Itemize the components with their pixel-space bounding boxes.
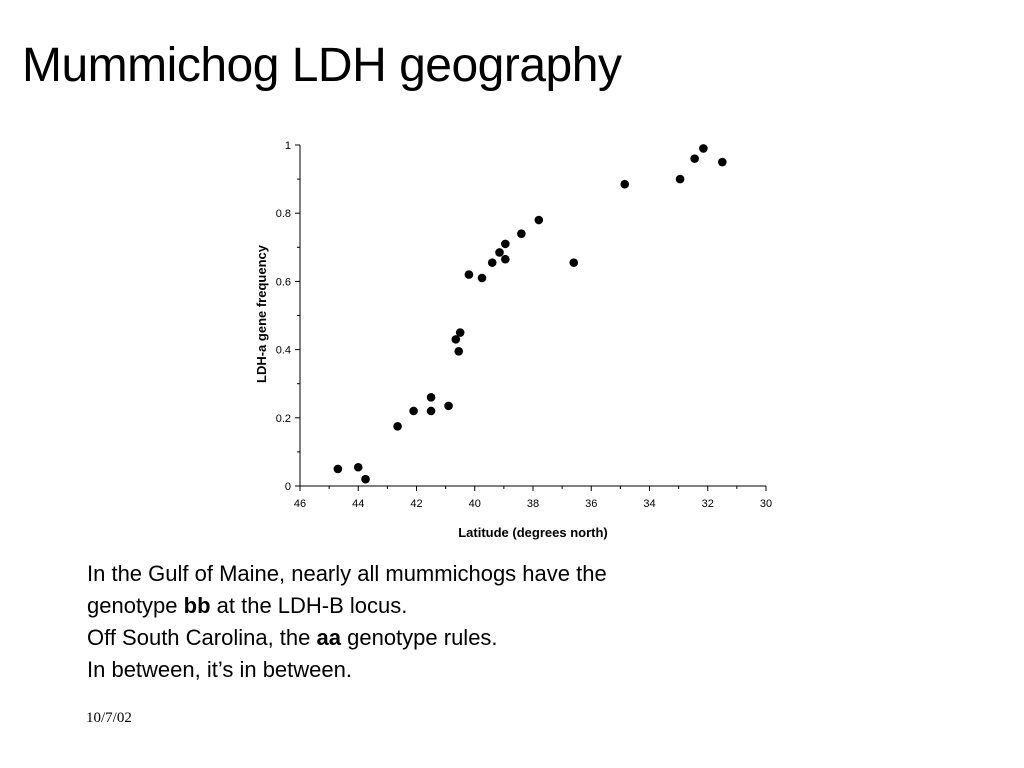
x-tick-label: 44 xyxy=(352,498,365,510)
data-point xyxy=(465,270,474,279)
x-tick-label: 36 xyxy=(585,498,598,510)
data-point xyxy=(535,216,544,225)
caption-line-1: In the Gulf of Maine, nearly all mummichogs have the xyxy=(87,561,607,586)
x-tick-label: 40 xyxy=(468,498,481,510)
data-point xyxy=(409,407,418,416)
data-point xyxy=(488,258,497,267)
data-point xyxy=(620,180,629,189)
caption-line-2-end: at the LDH-B locus. xyxy=(210,593,408,618)
caption-line-2 xyxy=(87,590,807,622)
data-point xyxy=(427,393,436,402)
caption-line-3 xyxy=(87,622,807,654)
y-tick-label: 0.8 xyxy=(275,208,291,221)
y-tick-label: 0.6 xyxy=(275,276,291,289)
data-point xyxy=(501,240,510,249)
data-points xyxy=(334,144,727,483)
genotype-bb: bb xyxy=(183,593,211,618)
y-tick-label: 1 xyxy=(284,140,291,152)
data-point xyxy=(334,465,343,474)
x-tick-label: 34 xyxy=(643,498,656,510)
x-tick-label: 38 xyxy=(526,498,540,510)
x-tick-labels xyxy=(294,498,772,510)
data-point xyxy=(427,407,436,416)
x-tick-label: 30 xyxy=(759,498,773,510)
caption-line-3-start: Off South Carolina, the xyxy=(87,625,317,650)
x-tick-label: 32 xyxy=(701,498,714,510)
caption-line-3-end: genotype rules. xyxy=(341,625,498,650)
slide-date: 10/7/02 xyxy=(86,710,132,726)
data-point xyxy=(456,328,465,337)
data-point xyxy=(501,255,510,264)
slide-title: Mummichog LDH geography xyxy=(22,39,622,92)
data-point xyxy=(478,274,487,283)
data-point xyxy=(354,463,363,472)
scatter-chart xyxy=(236,128,796,548)
data-point xyxy=(495,248,504,257)
data-point xyxy=(393,422,402,431)
data-point xyxy=(454,347,463,356)
data-point xyxy=(699,144,708,153)
data-point xyxy=(676,175,685,184)
data-point xyxy=(690,154,699,163)
chart-axes xyxy=(295,145,766,491)
y-tick-label: 0.4 xyxy=(275,344,291,357)
data-point xyxy=(517,229,526,238)
data-point xyxy=(569,258,578,267)
y-tick-label: 0.2 xyxy=(275,412,291,425)
y-tick-label: 0 xyxy=(284,481,291,493)
x-axis-label: Latitude (degrees north) xyxy=(458,525,608,540)
y-tick-labels xyxy=(276,140,291,493)
y-axis-label: LDH-a gene frequency xyxy=(254,245,269,383)
x-tick-label: 42 xyxy=(410,498,423,510)
genotype-aa: aa xyxy=(316,625,341,650)
data-point xyxy=(718,158,727,167)
caption-text xyxy=(87,558,807,686)
data-point xyxy=(361,475,370,484)
x-tick-label: 46 xyxy=(293,498,307,510)
caption-line-2-start: genotype xyxy=(87,593,184,618)
caption-line-4: In between, it’s in between. xyxy=(87,657,352,682)
data-point xyxy=(444,402,453,411)
